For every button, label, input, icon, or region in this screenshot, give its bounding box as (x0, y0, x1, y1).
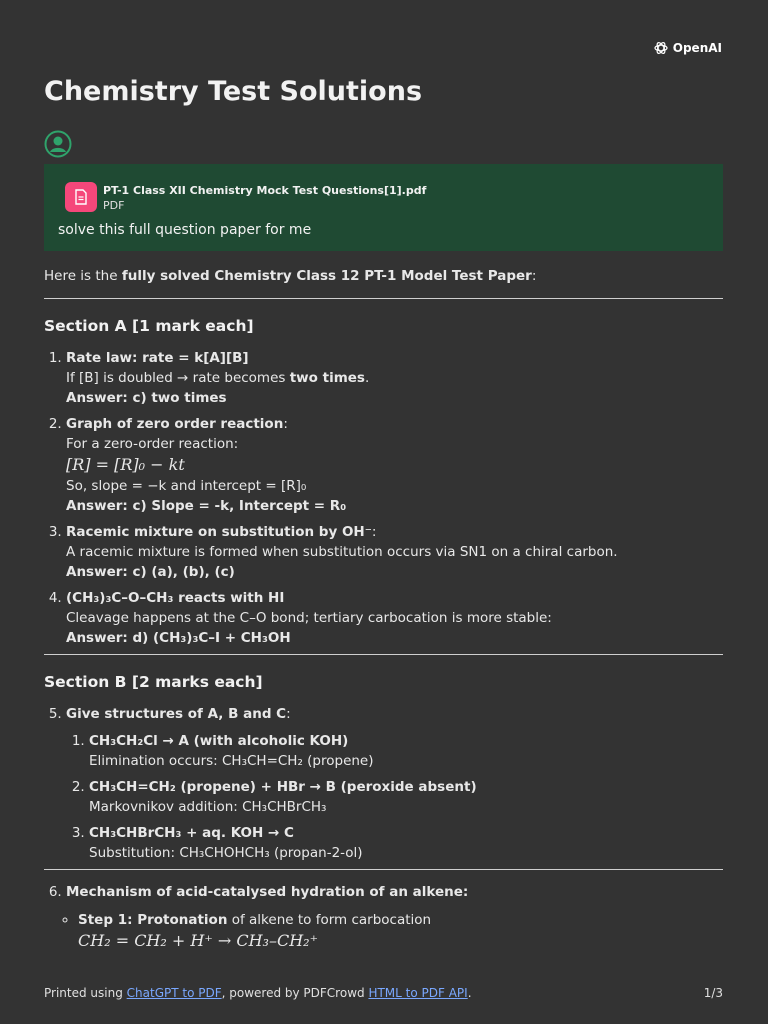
openai-logo (653, 40, 722, 56)
q5-part-3-title: CH₃CHBrCH₃ + aq. KOH → C (89, 825, 294, 841)
question-6 (66, 882, 723, 952)
q2-line-1: For a zero-order reaction: (66, 436, 239, 452)
section-b-list (44, 704, 723, 863)
q2-line-2: So, slope = −k and intercept = [R]₀ (66, 478, 307, 494)
q5-part-1-line: Elimination occurs: CH₃CH=CH₂ (propene) (89, 753, 374, 769)
footer-middle: , powered by PDFCrowd (221, 986, 369, 1000)
q1-line-bold: two times (289, 370, 365, 386)
q4-line: Cleavage happens at the C–O bond; tertiary carbocation is more stable: (66, 610, 552, 626)
question-1-title: Rate law: rate = k[A][B] (66, 350, 249, 366)
question-1-answer: Answer: c) two times (66, 390, 227, 406)
q5-part-2 (89, 777, 723, 817)
page-number: 1/3 (703, 986, 723, 1000)
question-2-title: Graph of zero order reaction (66, 416, 284, 432)
question-1 (66, 348, 723, 408)
q5-part-2-title: CH₃CH=CH₂ (propene) + HBr → B (peroxide absent) (89, 779, 477, 795)
question-6-title: Mechanism of acid-catalysed hydration of an alkene: (66, 884, 469, 900)
intro-suffix: : (531, 268, 537, 284)
page-title: Chemistry Test Solutions (44, 76, 423, 107)
q5-part-1 (89, 731, 723, 771)
divider (44, 654, 723, 655)
html-to-pdf-api-link[interactable]: HTML to PDF API (368, 986, 468, 1000)
brand-name: OpenAI (672, 41, 722, 55)
pdf-file-icon (65, 182, 97, 212)
q5-part-2-line: Markovnikov addition: CH₃CHBrCH₃ (89, 799, 327, 815)
q5-part-3 (89, 823, 723, 863)
section-a-heading: Section A [1 mark each] (44, 317, 254, 335)
question-4-title: (CH₃)₃C–O–CH₃ reacts with HI (66, 590, 285, 606)
user-prompt-bubble (44, 164, 723, 251)
response-content (44, 266, 723, 958)
question-4-answer: Answer: d) (CH₃)₃C–I + CH₃OH (66, 630, 291, 646)
intro-paragraph (44, 266, 723, 286)
page-footer (44, 986, 723, 1000)
intro-prefix: Here is the (44, 268, 122, 284)
q5-part-3-line: Substitution: CH₃CHOHCH₃ (propan-2-ol) (89, 845, 363, 861)
q1-line-suffix: . (364, 370, 370, 386)
question-6-steps (66, 910, 723, 952)
q5-title-suffix: : (286, 706, 291, 722)
divider (44, 298, 723, 299)
question-2 (66, 414, 723, 516)
section-a-list (44, 348, 723, 648)
question-3 (66, 522, 723, 582)
section-b-list-continued (44, 882, 723, 952)
q2-formula: [R] = [R]₀ − kt (66, 455, 185, 474)
prompt-message: solve this full question paper for me (58, 222, 312, 238)
intro-bold: fully solved Chemistry Class 12 PT-1 Model Test Paper (121, 268, 532, 284)
openai-icon (653, 40, 669, 56)
q5-part-1-title: CH₃CH₂Cl → A (with alcoholic KOH) (89, 733, 349, 749)
question-2-answer: Answer: c) Slope = -k, Intercept = R₀ (66, 498, 347, 514)
chatgpt-to-pdf-link[interactable]: ChatGPT to PDF (126, 986, 222, 1000)
section-b-heading: Section B [2 marks each] (44, 673, 263, 691)
question-5 (66, 704, 723, 863)
q6-step-1-text: of alkene to form carbocation (227, 912, 432, 928)
question-3-answer: Answer: c) (a), (b), (c) (66, 564, 235, 580)
q2-title-suffix: : (283, 416, 288, 432)
q6-step-1-title: Step 1: Protonation (78, 912, 228, 928)
user-avatar-icon (44, 130, 72, 158)
attachment-file-type: PDF (103, 199, 125, 212)
q6-step-1-formula: CH₂ = CH₂ + H⁺ → CH₃–CH₂⁺ (78, 931, 319, 950)
q3-title-suffix: : (371, 524, 377, 540)
question-5-parts (66, 731, 723, 863)
q3-line: A racemic mixture is formed when substitution occurs via SN1 on a chiral carbon. (66, 544, 618, 560)
question-5-title: Give structures of A, B and C (66, 706, 287, 722)
footer-prefix: Printed using (44, 986, 127, 1000)
question-3-title: Racemic mixture on substitution by OH⁻ (66, 524, 372, 540)
q1-line-prefix: If [B] is doubled → rate becomes (66, 370, 290, 386)
q6-step-1 (78, 910, 723, 952)
attachment-file-name[interactable]: PT-1 Class XII Chemistry Mock Test Questions[1].pdf (103, 184, 427, 197)
divider (44, 869, 723, 870)
question-4 (66, 588, 723, 648)
footer-suffix: . (467, 986, 472, 1000)
